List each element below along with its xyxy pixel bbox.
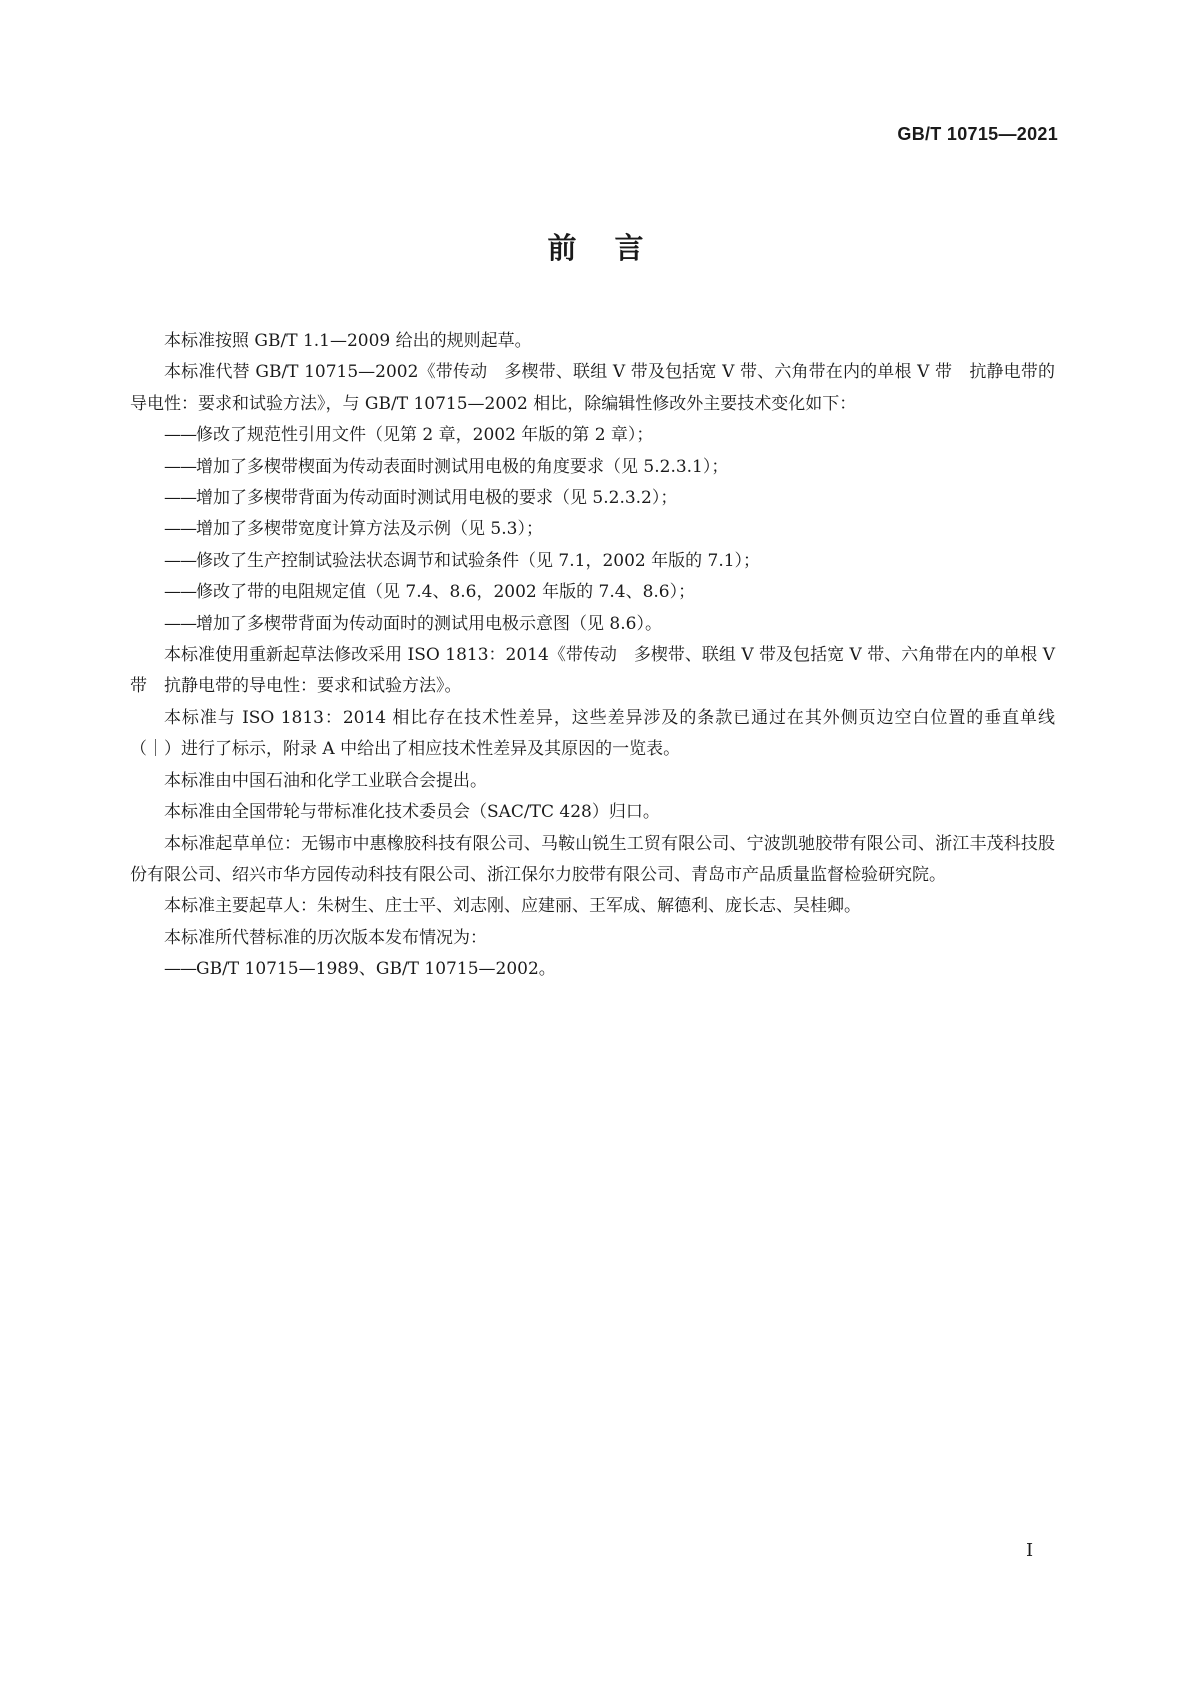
list-item <box>130 452 1055 483</box>
foreword-body <box>130 326 1055 986</box>
list-dash: —— <box>164 959 196 980</box>
list-item-text: 增加了多楔带背面为传动面时测试用电极的要求（见 5.2.3.2）； <box>196 488 678 509</box>
paragraph-proposer: 本标准由中国石油和化学工业联合会提出。 <box>164 770 487 791</box>
list-dash: —— <box>164 582 196 603</box>
list-item <box>130 514 1055 545</box>
list-item-text: 修改了生产控制试验法状态调节和试验条件（见 7.1，2002 年版的 7.1）； <box>196 550 761 571</box>
paragraph-drafters: 本标准主要起草人：朱树生、庄士平、刘志刚、应建丽、王军成、解德利、庞长志、吴桂卿。 <box>164 896 861 917</box>
paragraph-drafting-units: 本标准起草单位：无锡市中惠橡胶科技有限公司、马鞍山锐生工贸有限公司、宁波凯驰胶带有限公司、浙江丰茂科技股份有限公司、绍兴市华方园传动科技有限公司、浙江保尔力胶带有限公司、青岛市产品质量监督检验研究院。 <box>130 833 1055 885</box>
list-item <box>130 420 1055 451</box>
paragraph-committee: 本标准由全国带轮与带标准化技术委员会（SAC/TC 428）归口。 <box>164 802 660 823</box>
list-dash: —— <box>164 519 196 540</box>
list-item <box>130 609 1055 640</box>
history-item-text: GB/T 10715—1989、GB/T 10715—2002。 <box>196 959 556 980</box>
list-dash: —— <box>164 456 196 477</box>
history-item <box>130 954 1055 985</box>
paragraph-history-intro: 本标准所代替标准的历次版本发布情况为： <box>164 927 487 948</box>
list-item-text: 修改了带的电阻规定值（见 7.4、8.6，2002 年版的 7.4、8.6）； <box>196 582 696 603</box>
list-item <box>130 577 1055 608</box>
list-dash: —— <box>164 425 196 446</box>
list-item-text: 修改了规范性引用文件（见第 2 章，2002 年版的第 2 章）； <box>196 425 654 446</box>
list-dash: —— <box>164 613 196 634</box>
list-dash: —— <box>164 550 196 571</box>
list-item-text: 增加了多楔带背面为传动面时的测试用电极示意图（见 8.6）。 <box>196 613 662 634</box>
list-item-text: 增加了多楔带宽度计算方法及示例（见 5.3）； <box>196 519 543 540</box>
list-dash: —— <box>164 488 196 509</box>
paragraph-adoption: 本标准使用重新起草法修改采用 ISO 1813：2014《带传动 多楔带、联组 V 带及包括宽 V 带、六角带在内的单根 V 带 抗静电带的导电性：要求和试验方法》。 <box>130 645 1055 697</box>
paragraph-technical-differences: 本标准与 ISO 1813：2014 相比存在技术性差异，这些差异涉及的条款已通过在其外侧页边空白位置的垂直单线（｜）进行了标示，附录 A 中给出了相应技术性差异及其原因的一览表。 <box>130 707 1055 760</box>
paragraph-drafting-rules: 本标准按照 GB/T 1.1—2009 给出的规则起草。 <box>164 331 532 351</box>
paragraph-replacement: 本标准代替 GB/T 10715—2002《带传动 多楔带、联组 V 带及包括宽 V 带、六角带在内的单根 V 带 抗静电带的导电性：要求和试验方法》，与 GB/T 10715—2002 相比，除编辑性修改外主要技术变化如下： <box>130 362 1055 414</box>
standard-number: GB/T 10715—2021 <box>897 124 1058 144</box>
page-title: 前言 <box>547 231 682 265</box>
list-item-text: 增加了多楔带楔面为传动表面时测试用电极的角度要求（见 5.2.3.1）； <box>196 456 729 477</box>
list-item <box>130 483 1055 514</box>
list-item <box>130 546 1055 577</box>
page-number: I <box>1026 1540 1034 1561</box>
